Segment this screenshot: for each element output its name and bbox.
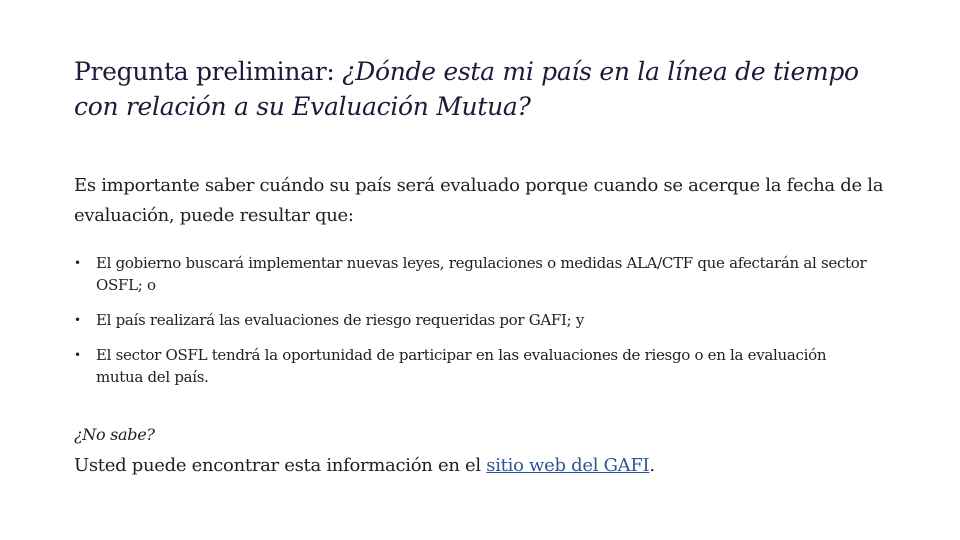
no-sabe-heading: ¿No sabe?	[74, 425, 155, 444]
list-item	[74, 309, 874, 331]
title-question: ¿Dónde esta mi país en la línea de tiempo con relación a su Evaluación Mutua?	[74, 57, 859, 121]
bullet-marker: •	[74, 256, 81, 270]
intro-paragraph: Es importante saber cuándo su país será evaluado porque cuando se acerque la fecha de la evaluación, puede resultar que:	[74, 175, 884, 226]
gafi-website-link[interactable]: sitio web del GAFI	[486, 455, 650, 476]
slide-title	[74, 54, 894, 124]
footer-text-after: .	[649, 455, 655, 476]
footer-paragraph	[74, 452, 655, 480]
bullet-text: El gobierno buscará implementar nuevas leyes, regulaciones o medidas ALA/CTF que afectarán al sector OSFL; o	[96, 254, 867, 294]
title-lead: Pregunta preliminar:	[74, 57, 343, 86]
footer-text-before: Usted puede encontrar esta información en el	[74, 455, 487, 476]
bullet-text: El país realizará las evaluaciones de riesgo requeridas por GAFI; y	[96, 311, 585, 329]
list-item	[74, 344, 874, 388]
list-item	[74, 252, 874, 296]
bullet-marker: •	[74, 348, 81, 362]
bullet-text: El sector OSFL tendrá la oportunidad de participar en las evaluaciones de riesgo o en la evaluación mutua del país.	[96, 346, 827, 386]
bullet-marker: •	[74, 313, 81, 327]
bullet-list	[74, 252, 874, 401]
